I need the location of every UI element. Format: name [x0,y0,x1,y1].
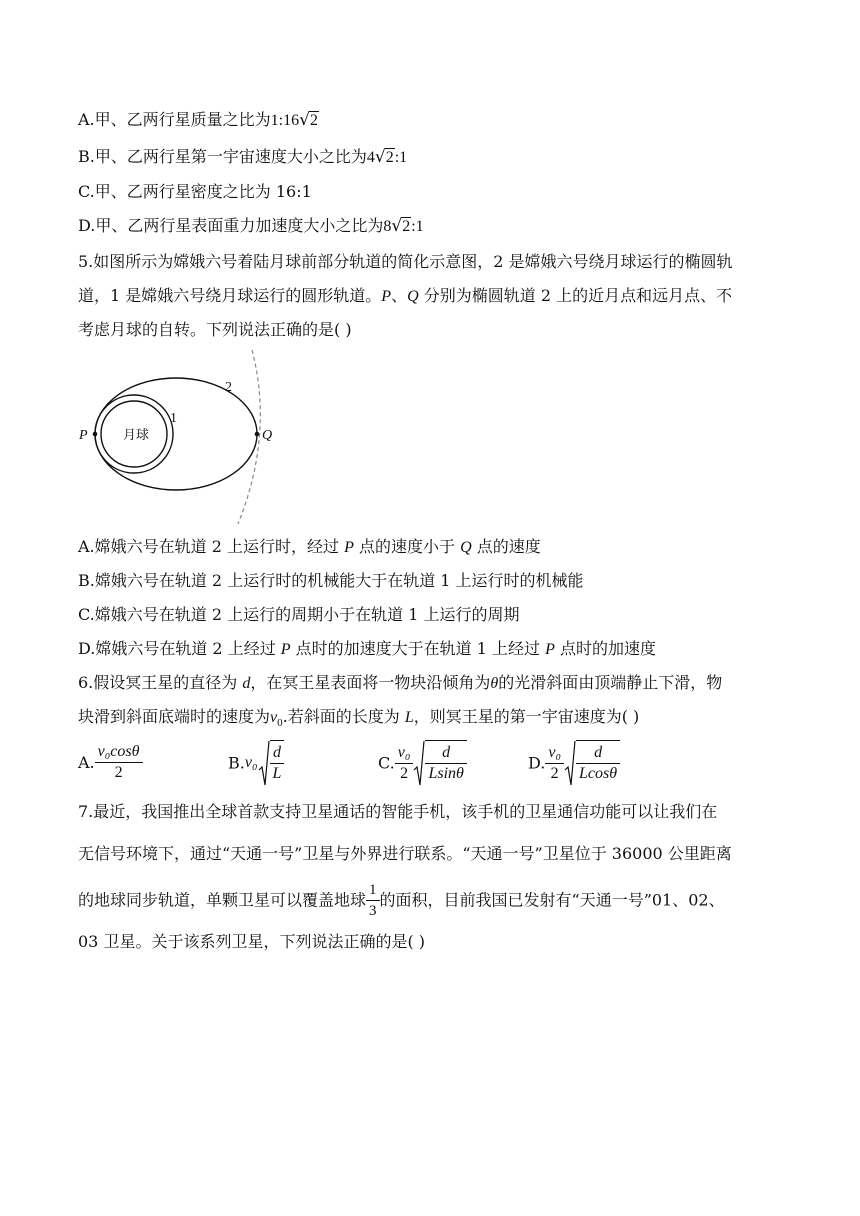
point-p-dot [93,432,98,437]
q7-stem-line-3: 的地球同步轨道，单颗卫星可以覆盖地球 $\frac{1}{3}$ 的面积，目前我国已发射有“天通一号”01、02、 [78,882,725,919]
q5-stem-line-2: 道，1 是嫦娥六号绕月球运行的圆形轨道。P、Q 分别为椭圆轨道 2 上的近月点和远月点、不 [78,286,733,305]
q4-option-d: D.甲、乙两行星表面重力加速度大小之比为8√2:1 [78,214,424,239]
orbit-diagram [74,348,294,528]
elliptical-orbit-2 [95,378,257,490]
q6-option-c: C. $\frac{\text{v₀}}{2}$ $\frac{d}{Lsin\theta}$ [378,740,467,786]
q7-stem-line-1: 7.最近，我国推出全球首款支持卫星通话的智能手机，该手机的卫星通信功能可以让我们在 [78,802,718,821]
q4-option-b: B.甲、乙两行星第一宇宙速度大小之比为4√2:1 [78,145,407,170]
fraction: $\frac{\text{v₀}}{2}$ [545,743,564,784]
q5-option-b: B.嫦娥六号在轨道 2 上运行时的机械能大于在轨道 1 上运行时的机械能 [78,571,584,590]
q5-option-d: D.嫦娥六号在轨道 2 上经过 P 点时的加速度大于在轨道 1 上经过 P 点时的加速度 [78,639,656,658]
q4-option-c: C.甲、乙两行星密度之比为 16:1 [78,182,312,201]
fraction: $\frac{d}{Lcos\theta}$ [576,743,620,784]
q5-option-a: A.嫦娥六号在轨道 2 上运行时，经过 P 点的速度小于 Q 点的速度 [78,537,541,556]
sqrt-symbol [258,740,285,786]
q6-option-d: D. $\frac{\text{v₀}}{2}$ $\frac{d}{Lcos\theta}$ [528,740,620,786]
q6-option-b: B.v₀ $\frac{d}{L}$ [228,740,284,786]
fraction: $\frac{d}{L}$ [270,743,285,784]
fraction: $\frac{1}{3}$ [366,880,380,921]
fraction: $\frac{d}{Lsin\theta}$ [425,743,466,784]
orbit-2-label: 2 [225,380,232,395]
sqrt-symbol [413,740,466,786]
fraction: $\frac{\text{v₀cosθ}}{2}$ [95,742,143,783]
q5-stem-line-3: 考虑月球的自转。下列说法正确的是( ) [78,320,352,339]
q7-stem-line-4: 03 卫星。关于该系列卫星，下列说法正确的是( ) [78,932,426,951]
sqrt-symbol [564,740,620,786]
q6-option-a: A. $\frac{\text{v₀cosθ}}{2}$ [78,742,143,783]
point-p-label: P [79,428,88,443]
q5-stem-line-1: 5.如图所示为嫦娥六号着陆月球前部分轨道的简化示意图，2 是嫦娥六号绕月球运行的椭圆轨 [78,252,733,271]
q6-stem-line-2: 块滑到斜面底端时的速度为$v_0$.若斜面的长度为 L，则冥王星的第一宇宙速度为( ) [78,707,640,730]
point-q-dot [255,432,260,437]
orbit-1-label: 1 [170,411,177,426]
q5-option-c: C.嫦娥六号在轨道 2 上运行的周期小于在轨道 1 上运行的周期 [78,605,520,624]
sqrt-symbol: √2 [299,110,318,130]
sqrt-symbol: √2 [374,147,394,167]
fraction: $\frac{\text{v₀}}{2}$ [395,743,414,784]
q4-option-a: A.甲、乙两行星质量之比为1:16√2 [78,108,319,133]
point-q-label: Q [262,428,273,443]
sqrt-symbol: √2 [391,216,411,236]
moon-label: 月球 [123,428,150,443]
q6-stem-line-1: 6.假设冥王星的直径为 d，在冥王星表面将一物块沿倾角为θ的光滑斜面由顶端静止下滑，物 [78,673,723,692]
q7-stem-line-2: 无信号环境下，通过“天通一号”卫星与外界进行联系。“天通一号”卫星位于 36000 公里距离 [78,844,732,863]
